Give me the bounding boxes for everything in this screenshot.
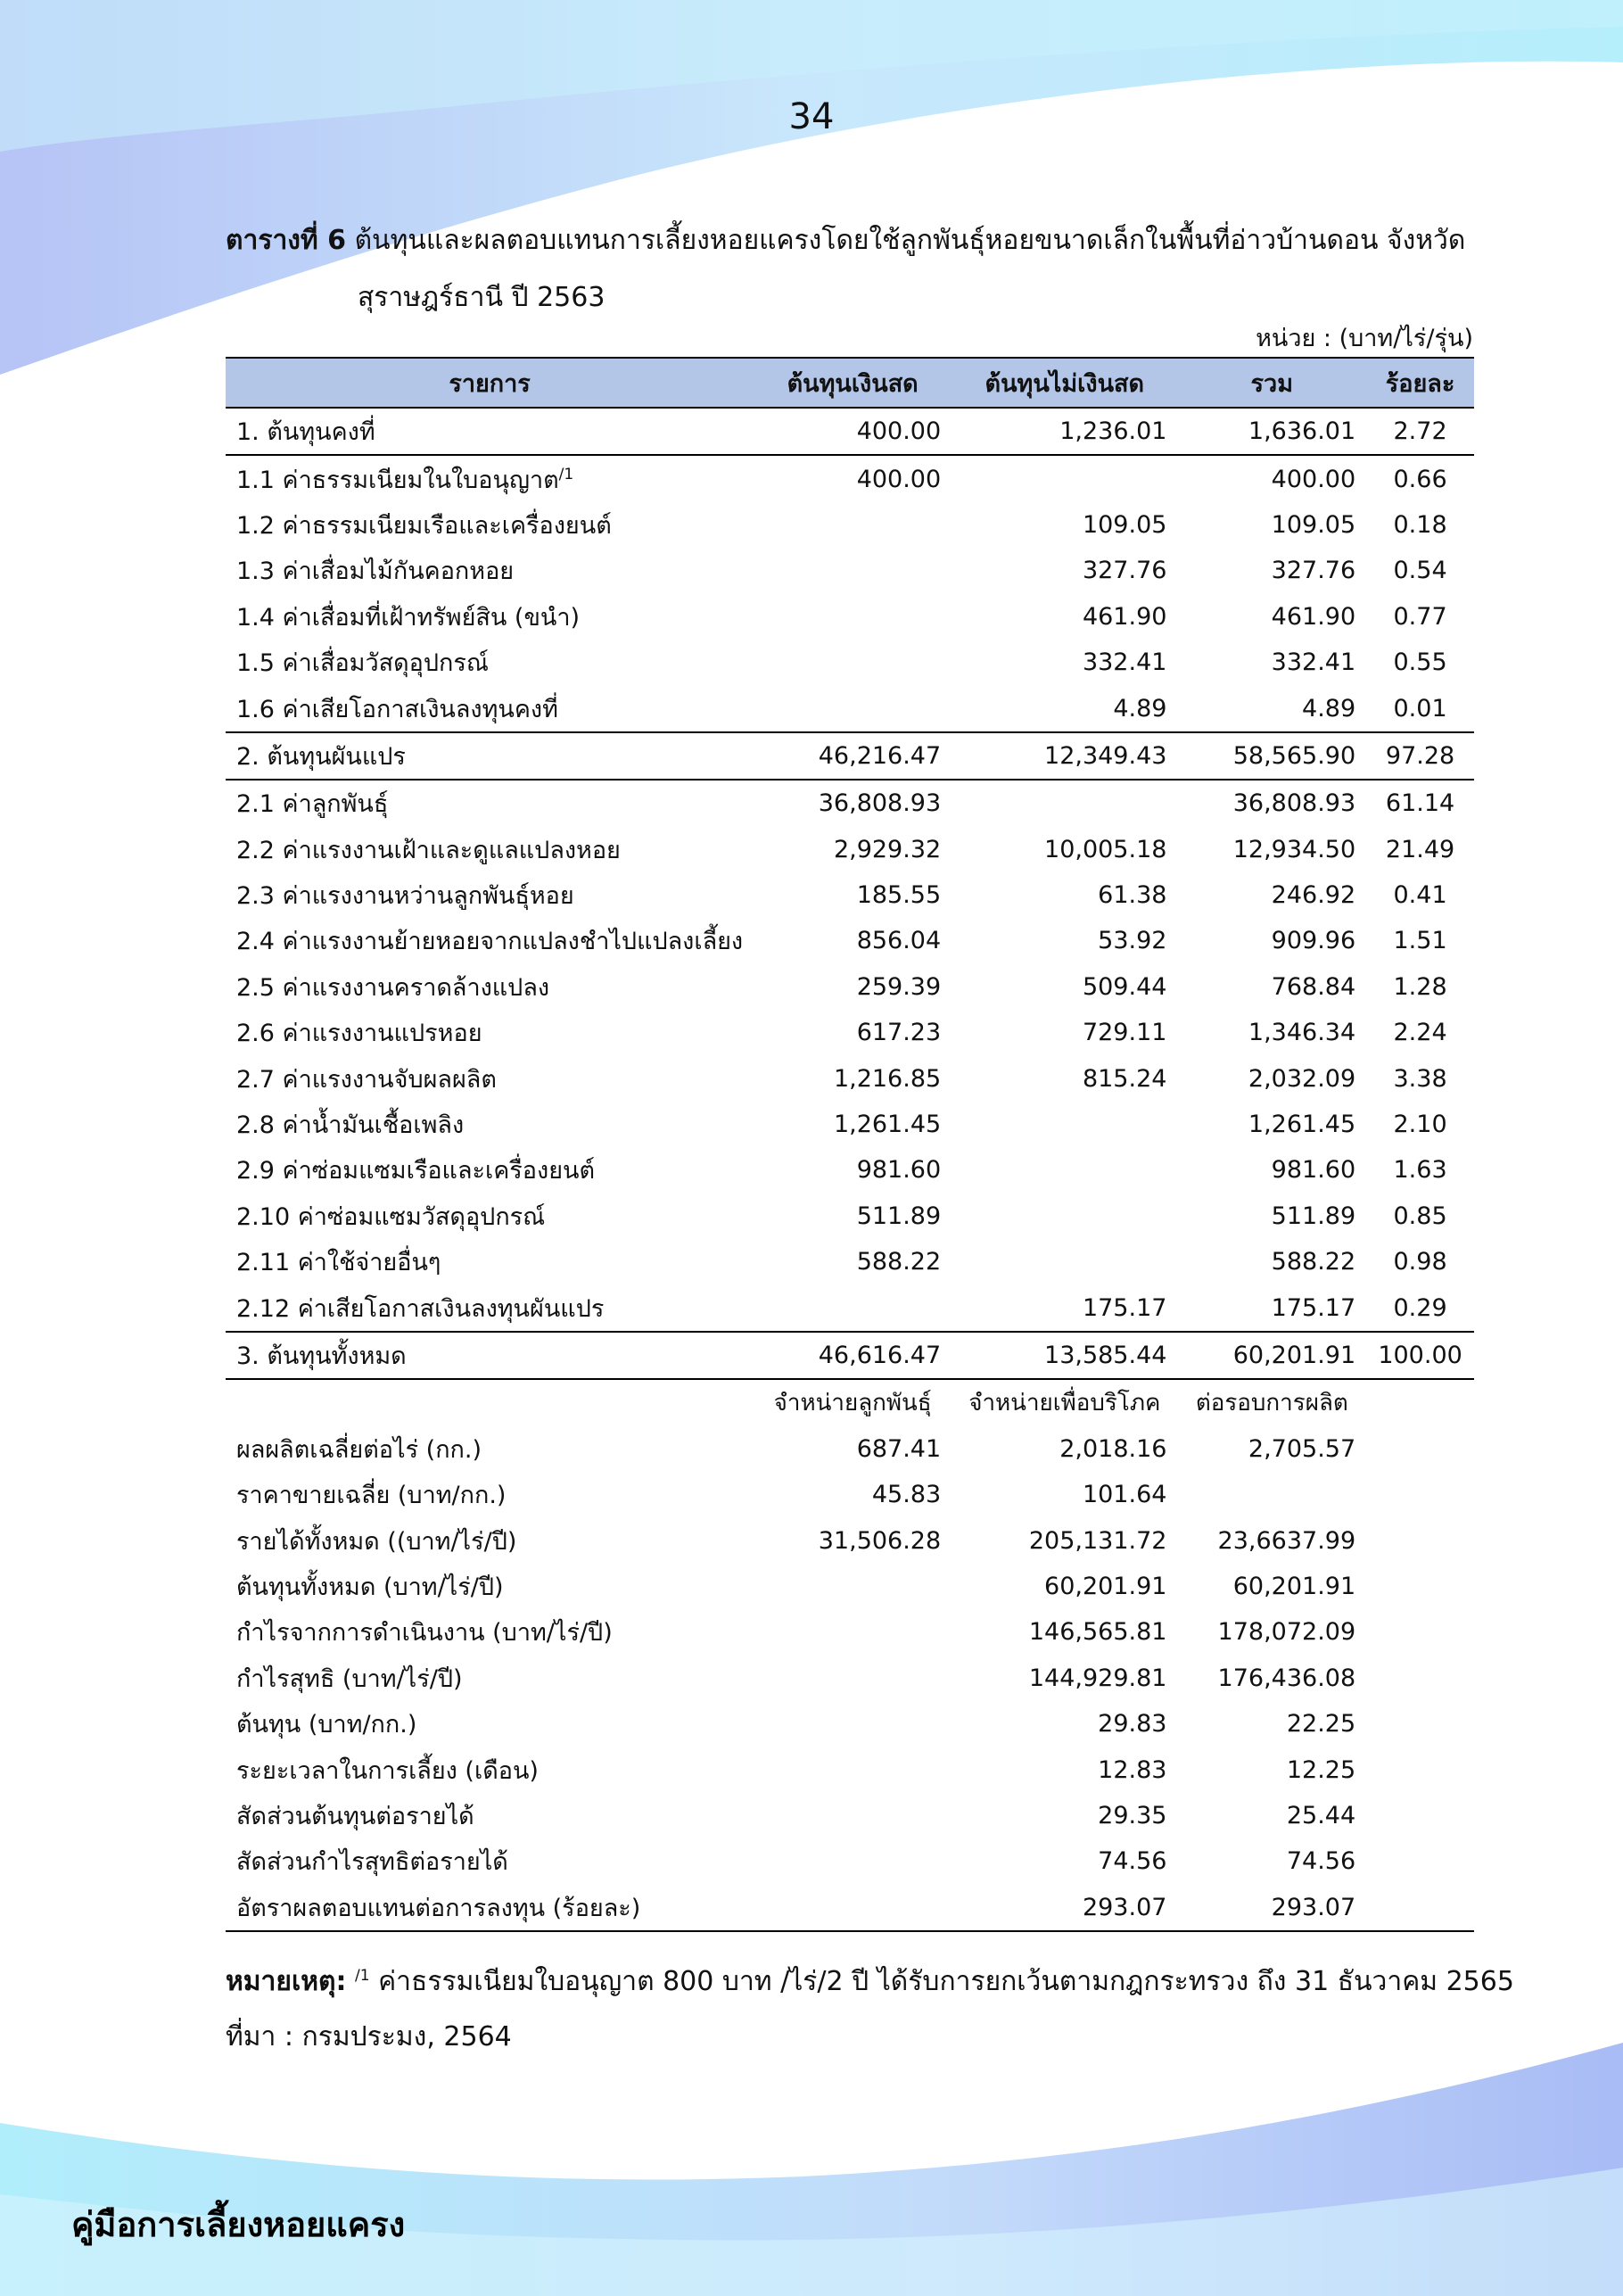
- fixed-cost-total-row: [226, 408, 1474, 455]
- source-line: ที่มา : กรมประมง, 2564: [226, 2021, 512, 2052]
- percent-cell: 0.98: [1393, 1248, 1447, 1276]
- row-label: 3. ต้นทุนทั้งหมด: [226, 1332, 754, 1379]
- fixed-cost-row: [226, 594, 1474, 640]
- result-label: กำไรสุทธิ (บาท/ไร่/ปี): [236, 1664, 463, 1693]
- remark-sup: /1: [355, 1967, 370, 1985]
- variable-cost-row: [226, 1284, 1474, 1331]
- result-per-cycle: 178,072.09: [1217, 1618, 1356, 1647]
- noncash-cost-cell: 327.76: [1082, 557, 1167, 585]
- cash-cost-cell: 46,616.47: [754, 1332, 952, 1379]
- variable-cost-row: [226, 1239, 1474, 1284]
- percent-cell: 1.51: [1393, 927, 1447, 955]
- result-per-cycle: [1177, 1472, 1366, 1517]
- caption-label: ตารางที่ 6: [226, 225, 347, 256]
- result-consumption-sale: 205,131.72: [1028, 1526, 1167, 1555]
- total-cell: 588.22: [1271, 1248, 1356, 1276]
- fixed-cost-row: [226, 685, 1474, 731]
- cash-cost-cell: [754, 594, 952, 640]
- result-row: [226, 1793, 1474, 1838]
- result-seed-sale: [754, 1701, 952, 1747]
- noncash-cost-cell: 1,236.01: [952, 408, 1177, 455]
- result-seed-sale: [754, 1656, 952, 1701]
- variable-cost-row: [226, 780, 1474, 826]
- results-subheader: จำหน่ายลูกพันธุ์: [773, 1390, 932, 1417]
- cash-cost-cell: [754, 640, 952, 685]
- blank-cell: [1366, 1472, 1474, 1517]
- cash-cost-cell: 185.55: [856, 881, 942, 910]
- result-label: อัตราผลตอบแทนต่อการลงทุน (ร้อยละ): [226, 1885, 754, 1931]
- row-label: 2.11 ค่าใช้จ่ายอื่นๆ: [236, 1249, 441, 1277]
- row-label: 2.7 ค่าแรงงานจับผลผลิต: [236, 1065, 497, 1094]
- blank-cell: [1366, 1564, 1474, 1609]
- noncash-cost-cell: 12,349.43: [952, 732, 1177, 780]
- noncash-cost-cell: [952, 1102, 1177, 1147]
- cash-cost-cell: 1,261.45: [833, 1111, 942, 1139]
- row-label: 2.12 ค่าเสียโอกาสเงินลงทุนผันแปร: [236, 1294, 605, 1323]
- row-label: 2. ต้นทุนผันแปร: [226, 732, 754, 780]
- remark-label: หมายเหตุ:: [226, 1966, 347, 1997]
- result-consumption-sale: 74.56: [1098, 1847, 1167, 1876]
- unit-label: หน่วย : (บาท/ไร่/รุ่น): [1256, 325, 1473, 352]
- fixed-cost-row: [226, 640, 1474, 685]
- header-percent: ร้อยละ: [1366, 358, 1474, 408]
- result-consumption-sale: 2,018.16: [1059, 1434, 1167, 1463]
- total-cell: 246.92: [1271, 881, 1356, 910]
- percent-cell: 0.18: [1393, 510, 1447, 539]
- result-consumption-sale: 293.07: [952, 1885, 1177, 1931]
- result-row: [226, 1701, 1474, 1747]
- caption-text-1: ต้นทุนและผลตอบแทนการเลี้ยงหอยแครงโดยใช้ลูกพันธุ์หอยขนาดเล็กในพื้นที่อ่าวบ้านดอน จังหวัด: [354, 225, 1466, 256]
- caption-line-2: สุราษฎร์ธานี ปี 2563: [358, 282, 606, 313]
- cash-cost-cell: 259.39: [856, 972, 942, 1001]
- result-row: [226, 1838, 1474, 1884]
- result-seed-sale: [754, 1564, 952, 1609]
- row-label: 2.5 ค่าแรงงานคราดล้างแปลง: [236, 973, 550, 1002]
- noncash-cost-cell: 13,585.44: [952, 1332, 1177, 1379]
- variable-cost-row: [226, 827, 1474, 872]
- result-per-cycle: 2,705.57: [1248, 1434, 1356, 1463]
- result-label: ราคาขายเฉลี่ย (บาท/กก.): [236, 1482, 507, 1510]
- variable-cost-total-row: [226, 732, 1474, 780]
- blank-cell: [1366, 1379, 1474, 1425]
- noncash-cost-cell: 815.24: [1082, 1064, 1167, 1093]
- cash-cost-cell: 46,216.47: [754, 732, 952, 780]
- noncash-cost-cell: [952, 780, 1177, 826]
- result-per-cycle: 176,436.08: [1217, 1664, 1356, 1692]
- variable-cost-row: [226, 872, 1474, 918]
- total-cell: 36,808.93: [1232, 789, 1356, 818]
- percent-cell: 97.28: [1366, 732, 1474, 780]
- grand-total-row: [226, 1332, 1474, 1379]
- result-seed-sale: [754, 1747, 952, 1792]
- blank-cell: [1366, 1609, 1474, 1655]
- noncash-cost-cell: [952, 1147, 1177, 1193]
- remark-text: ค่าธรรมเนียมใบอนุญาต 800 บาท /ไร่/2 ปี ได้รับการยกเว้นตามกฎกระทรวง ถึง 31 ธันวาคม 2565: [369, 1966, 1514, 1997]
- result-label: กำไรจากการดำเนินงาน (บาท/ไร่/ปี): [236, 1619, 613, 1648]
- percent-cell: 100.00: [1366, 1332, 1474, 1379]
- table-header-row: [226, 358, 1474, 408]
- row-label: [226, 455, 754, 501]
- header-total: รวม: [1177, 358, 1366, 408]
- result-per-cycle: 60,201.91: [1232, 1572, 1356, 1600]
- result-label: ต้นทุนทั้งหมด (บาท/ไร่/ปี): [236, 1573, 504, 1601]
- row-label: 2.2 ค่าแรงงานเฝ้าและดูแลแปลงหอย: [236, 836, 621, 864]
- result-row: [226, 1609, 1474, 1655]
- row-label: 1.4 ค่าเสื่อมที่เฝ้าทรัพย์สิน (ขนำ): [236, 603, 581, 632]
- row-label: 1. ต้นทุนคงที่: [226, 408, 754, 455]
- total-cell: 461.90: [1271, 602, 1356, 631]
- cash-cost-cell: 400.00: [754, 408, 952, 455]
- row-label: 1.5 ค่าเสื่อมวัสดุอุปกรณ์: [236, 649, 489, 678]
- caption-line-1: [226, 212, 1474, 269]
- noncash-cost-cell: 53.92: [1098, 927, 1167, 955]
- table-caption: [226, 212, 1474, 326]
- cash-cost-cell: [754, 685, 952, 731]
- total-cell: 981.60: [1271, 1156, 1356, 1185]
- percent-cell: 0.55: [1393, 648, 1447, 677]
- notes: [226, 1948, 1519, 2065]
- result-per-cycle: 293.07: [1177, 1885, 1366, 1931]
- result-seed-sale: [754, 1609, 952, 1655]
- row-label: 1.2 ค่าธรรมเนียมเรือและเครื่องยนต์: [236, 511, 612, 540]
- percent-cell: 2.10: [1393, 1111, 1447, 1139]
- percent-cell: 0.29: [1393, 1293, 1447, 1322]
- variable-cost-row: [226, 1147, 1474, 1193]
- result-label: ต้นทุน (บาท/กก.): [236, 1711, 417, 1739]
- percent-cell: 0.66: [1393, 465, 1447, 493]
- result-row: [226, 1517, 1474, 1563]
- cost-return-table: [226, 357, 1474, 1932]
- cash-cost-cell: 1,216.85: [833, 1064, 942, 1093]
- total-cell: 327.76: [1271, 557, 1356, 585]
- result-label: ผลผลิตเฉลี่ยต่อไร่ (กก.): [236, 1435, 482, 1464]
- percent-cell: 21.49: [1385, 835, 1455, 863]
- row-label: 2.6 ค่าแรงงานแปรหอย: [236, 1020, 482, 1048]
- result-row: [226, 1472, 1474, 1517]
- total-cell: 511.89: [1271, 1202, 1356, 1230]
- fixed-cost-row: [226, 455, 1474, 501]
- result-consumption-sale: 12.83: [1098, 1755, 1167, 1784]
- cash-cost-cell: 36,808.93: [818, 789, 942, 818]
- result-row: [226, 1656, 1474, 1701]
- variable-cost-row: [226, 1193, 1474, 1239]
- total-cell: 332.41: [1271, 648, 1356, 677]
- noncash-cost-cell: 509.44: [1082, 972, 1167, 1001]
- noncash-cost-cell: [952, 455, 1177, 501]
- row-label: 1.6 ค่าเสียโอกาสเงินลงทุนคงที่: [236, 695, 558, 723]
- total-cell: 2,032.09: [1248, 1064, 1356, 1093]
- total-cell: 400.00: [1271, 465, 1356, 493]
- result-row: [226, 1885, 1474, 1931]
- row-label: 2.8 ค่าน้ำมันเชื้อเพลิง: [236, 1111, 465, 1140]
- total-cell: 58,565.90: [1177, 732, 1366, 780]
- result-row: [226, 1747, 1474, 1792]
- blank-cell: [1366, 1747, 1474, 1792]
- percent-cell: 3.38: [1393, 1064, 1447, 1093]
- table-body: [226, 408, 1474, 1931]
- results-subheader: จำหน่ายเพื่อบริโภค: [968, 1390, 1161, 1417]
- percent-cell: 2.24: [1393, 1019, 1447, 1047]
- result-per-cycle: 12.25: [1286, 1755, 1356, 1784]
- row-label: 2.1 ค่าลูกพันธุ์: [236, 790, 389, 819]
- result-per-cycle: 22.25: [1286, 1710, 1356, 1739]
- cash-cost-cell: [754, 1284, 952, 1331]
- total-cell: 4.89: [1302, 694, 1356, 723]
- row-label: 2.10 ค่าซ่อมแซมวัสดุอุปกรณ์: [236, 1202, 546, 1231]
- total-cell: 1,636.01: [1177, 408, 1366, 455]
- cash-cost-cell: 400.00: [856, 465, 942, 493]
- percent-cell: 61.14: [1385, 789, 1455, 818]
- percent-cell: 0.77: [1393, 602, 1447, 631]
- total-cell: 60,201.91: [1177, 1332, 1366, 1379]
- result-consumption-sale: 146,565.81: [1028, 1618, 1167, 1647]
- fixed-cost-row: [226, 502, 1474, 548]
- noncash-cost-cell: 332.41: [1082, 648, 1167, 677]
- blank-cell: [1366, 1701, 1474, 1747]
- result-per-cycle: 25.44: [1286, 1801, 1356, 1829]
- blank-cell: [1366, 1656, 1474, 1701]
- noncash-cost-cell: [952, 1193, 1177, 1239]
- variable-cost-row: [226, 1010, 1474, 1055]
- variable-cost-row: [226, 1102, 1474, 1147]
- noncash-cost-cell: 729.11: [1082, 1019, 1167, 1047]
- percent-cell: 2.72: [1366, 408, 1474, 455]
- blank-cell: [1366, 1426, 1474, 1472]
- variable-cost-row: [226, 964, 1474, 1010]
- result-label: สัดส่วนกำไรสุทธิต่อรายได้: [236, 1848, 508, 1877]
- result-label: ระยะเวลาในการเลี้ยง (เดือน): [236, 1756, 539, 1785]
- fixed-cost-row: [226, 548, 1474, 593]
- cash-cost-cell: [754, 548, 952, 593]
- noncash-cost-cell: 109.05: [1082, 510, 1167, 539]
- result-row: [226, 1426, 1474, 1472]
- row-label-text: 1.1 ค่าธรรมเนียมในใบอนุญาต: [236, 466, 559, 494]
- result-seed-sale: [754, 1793, 952, 1838]
- results-subheader-row: [226, 1379, 1474, 1425]
- total-cell: 12,934.50: [1232, 835, 1356, 863]
- remark-line: [226, 1948, 1519, 2010]
- blank-cell: [1366, 1793, 1474, 1838]
- blank-cell: [1366, 1517, 1474, 1563]
- blank-cell: [226, 1379, 754, 1425]
- percent-cell: 1.28: [1393, 972, 1447, 1001]
- cash-cost-cell: 2,929.32: [833, 835, 942, 863]
- total-cell: 1,261.45: [1248, 1111, 1356, 1139]
- footnote-marker: /1: [558, 465, 574, 483]
- result-consumption-sale: 60,201.91: [1044, 1572, 1167, 1600]
- noncash-cost-cell: [952, 1239, 1177, 1284]
- result-seed-sale: 687.41: [856, 1434, 942, 1463]
- result-consumption-sale: 101.64: [1082, 1481, 1167, 1509]
- result-label: รายได้ทั้งหมด ((บาท/ไร่/ปี): [236, 1527, 517, 1556]
- noncash-cost-cell: 461.90: [1082, 602, 1167, 631]
- blank-cell: [1366, 1885, 1474, 1931]
- total-cell: 909.96: [1271, 927, 1356, 955]
- total-cell: 1,346.34: [1248, 1019, 1356, 1047]
- row-label: 2.4 ค่าแรงงานย้ายหอยจากแปลงชำไปแปลงเลี้ยง: [236, 928, 744, 956]
- noncash-cost-cell: 4.89: [1113, 694, 1167, 723]
- cash-cost-cell: [754, 502, 952, 548]
- percent-cell: 0.41: [1393, 881, 1447, 910]
- variable-cost-row: [226, 918, 1474, 963]
- total-cell: 768.84: [1271, 972, 1356, 1001]
- noncash-cost-cell: 175.17: [1082, 1293, 1167, 1322]
- result-per-cycle: 74.56: [1286, 1847, 1356, 1876]
- page-number: 34: [788, 96, 835, 137]
- blank-cell: [1366, 1838, 1474, 1884]
- result-per-cycle: 23,6637.99: [1217, 1526, 1356, 1555]
- result-consumption-sale: 29.35: [1098, 1801, 1167, 1829]
- header-noncash-cost: ต้นทุนไม่เงินสด: [952, 358, 1177, 408]
- variable-cost-row: [226, 1055, 1474, 1101]
- total-cell: 175.17: [1271, 1293, 1356, 1322]
- percent-cell: 0.85: [1393, 1202, 1447, 1230]
- cash-cost-cell: 511.89: [856, 1202, 942, 1230]
- results-subheader: ต่อรอบการผลิต: [1195, 1390, 1348, 1417]
- header-cash-cost: ต้นทุนเงินสด: [754, 358, 952, 408]
- result-row: [226, 1564, 1474, 1609]
- noncash-cost-cell: 10,005.18: [1044, 835, 1167, 863]
- noncash-cost-cell: 61.38: [1098, 881, 1167, 910]
- cash-cost-cell: 981.60: [856, 1156, 942, 1185]
- result-label: สัดส่วนต้นทุนต่อรายได้: [236, 1802, 474, 1830]
- result-seed-sale: [754, 1838, 952, 1884]
- cash-cost-cell: 856.04: [856, 927, 942, 955]
- result-seed-sale: 31,506.28: [818, 1526, 942, 1555]
- percent-cell: 0.54: [1393, 557, 1447, 585]
- result-seed-sale: [754, 1885, 952, 1931]
- row-label: 2.3 ค่าแรงงานหว่านลูกพันธุ์หอย: [236, 882, 574, 911]
- total-cell: 109.05: [1271, 510, 1356, 539]
- result-consumption-sale: 29.83: [1098, 1710, 1167, 1739]
- cash-cost-cell: 617.23: [856, 1019, 942, 1047]
- percent-cell: 1.63: [1393, 1156, 1447, 1185]
- row-label: 2.9 ค่าซ่อมแซมเรือและเครื่องยนต์: [236, 1157, 596, 1185]
- header-item: รายการ: [226, 358, 754, 408]
- percent-cell: 0.01: [1393, 694, 1447, 723]
- result-seed-sale: 45.83: [871, 1481, 942, 1509]
- result-consumption-sale: 144,929.81: [1028, 1664, 1167, 1692]
- footer-title: คู่มือการเลี้ยงหอยแครง: [71, 2205, 406, 2244]
- row-label: 1.3 ค่าเสื่อมไม้กันคอกหอย: [236, 557, 515, 586]
- cash-cost-cell: 588.22: [856, 1248, 942, 1276]
